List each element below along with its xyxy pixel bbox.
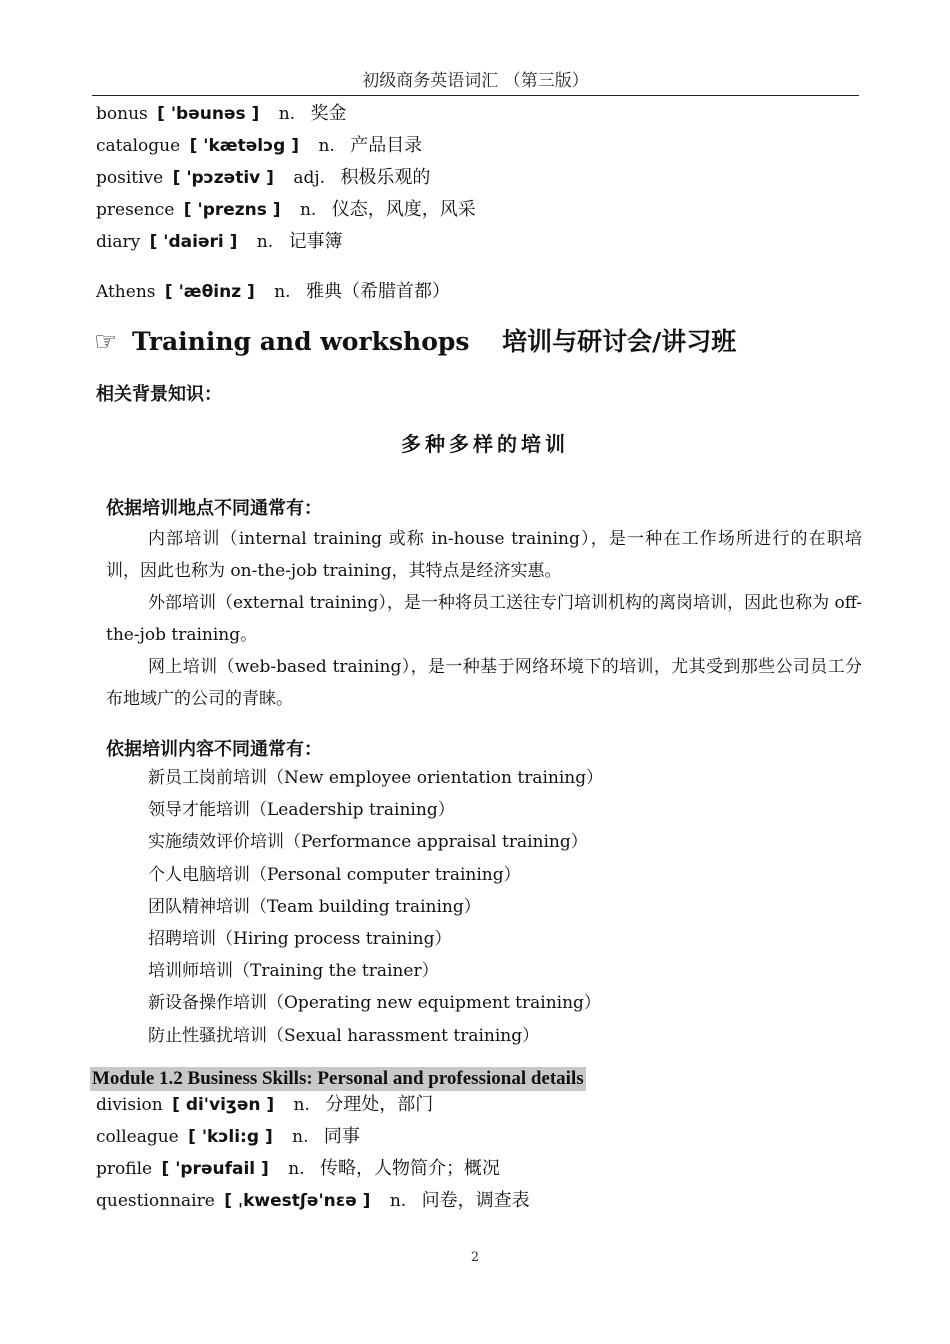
section-title-zh: 培训与研讨会/讲习班 xyxy=(502,327,737,356)
vocab-phonetic: [ 'prəufail ] xyxy=(161,1159,269,1179)
vocab-word: bonus xyxy=(96,104,148,124)
section-title-en: Training and workshops xyxy=(132,327,470,356)
vocab-phonetic: [ ˌkwestʃə'nεə ] xyxy=(224,1191,371,1211)
vocab-pos: n. xyxy=(292,1127,309,1147)
vocab-pos: n. xyxy=(299,200,317,220)
vocab-meaning: 同事 xyxy=(323,1126,360,1147)
vocab-phonetic: [ 'kætəlɔg ] xyxy=(189,136,300,156)
vocab-phonetic: [ 'prezns ] xyxy=(183,200,281,220)
list-item: 培训师培训（Training the trainer） xyxy=(148,961,439,982)
vocab-pos: adj. xyxy=(293,168,326,188)
vocab-entry xyxy=(96,1089,530,1121)
section-title xyxy=(94,322,736,358)
vocab-list-1 xyxy=(96,98,476,258)
vocab-word: catalogue xyxy=(96,136,181,156)
vocab-phonetic: [ 'daiəri ] xyxy=(149,232,238,252)
vocab-word: division xyxy=(96,1095,163,1115)
vocab-list-3 xyxy=(96,1089,530,1217)
vocab-meaning: 奖金 xyxy=(310,103,347,124)
vocab-entry xyxy=(96,226,476,258)
vocab-word: questionnaire xyxy=(96,1191,215,1211)
list-item: 招聘培训（Hiring process training） xyxy=(148,928,452,949)
page-number: 2 xyxy=(470,1250,480,1265)
vocab-pos: n. xyxy=(389,1191,407,1211)
list-item: 实施绩效评价培训（Performance appraisal training） xyxy=(148,832,588,853)
vocab-phonetic: [ 'pɔzətiv ] xyxy=(172,168,274,188)
list-item: 新员工岗前培训（New employee orientation training） xyxy=(148,768,604,788)
location-heading: 依据培训地点不同通常有： xyxy=(106,498,322,519)
training-type-list xyxy=(148,762,603,1052)
vocab-entry xyxy=(96,1185,530,1217)
vocab-entry xyxy=(96,162,476,194)
vocab-pos: n. xyxy=(288,1159,305,1179)
vocab-phonetic: [ di'viʒən ] xyxy=(172,1095,275,1115)
vocab-word: presence xyxy=(96,200,175,220)
paragraph-internal: 内部培训（internal training 或称 in-house training），是一种在工作场所进行的在职培训，因此也称为 on-the-job training，其特点是经济实惠。 xyxy=(106,529,862,581)
module-heading: Module 1.2 Business Skills: Personal and professional details xyxy=(92,1068,584,1089)
content-heading: 依据培训内容不同通常有： xyxy=(106,739,322,760)
vocab-pos: n. xyxy=(318,136,335,156)
vocab-meaning: 问卷，调查表 xyxy=(421,1190,530,1211)
subtitle: 多种多样的培训 xyxy=(401,432,569,456)
vocab-word: Athens xyxy=(96,282,156,302)
vocab-word: colleague xyxy=(96,1127,179,1147)
list-item: 新设备操作培训（Operating new equipment training） xyxy=(148,993,601,1014)
vocab-word: diary xyxy=(96,232,141,252)
list-item: 领导才能培训（Leadership training） xyxy=(148,800,455,821)
paragraph-web: 网上培训（web-based training），是一种基于网络环境下的培训，尤其受到那些公司员工分布地域广的公司的青睐。 xyxy=(106,657,862,709)
list-item: 个人电脑培训（Personal computer training） xyxy=(148,864,521,885)
vocab-entry xyxy=(96,1153,530,1185)
vocab-meaning: 记事簿 xyxy=(288,231,343,252)
vocab-meaning: 产品目录 xyxy=(350,135,423,156)
vocab-word: profile xyxy=(96,1159,153,1179)
vocab-word: positive xyxy=(96,168,164,188)
vocab-entry xyxy=(96,130,476,162)
running-header: 初级商务英语词汇 （第三版） xyxy=(92,66,859,96)
vocab-entry xyxy=(96,276,450,308)
vocab-entry xyxy=(96,194,476,226)
vocab-meaning: 传略，人物简介；概况 xyxy=(319,1158,500,1179)
vocab-meaning: 积极乐观的 xyxy=(340,167,431,188)
list-item: 防止性骚扰培训（Sexual harassment training） xyxy=(148,1025,540,1046)
vocab-phonetic: [ 'bəunəs ] xyxy=(157,104,260,124)
vocab-meaning: 雅典（希腊首都） xyxy=(305,281,450,302)
vocab-pos: n. xyxy=(256,232,274,252)
vocab-pos: n. xyxy=(278,104,296,124)
vocab-entry xyxy=(96,1121,530,1153)
pointing-hand-icon: ☞ xyxy=(94,327,118,357)
paragraph-external: 外部培训（external training），是一种将员工送往专门培训机构的离岗培训，因此也称为 off-the-job training。 xyxy=(106,593,862,645)
list-item: 团队精神培训（Team building training） xyxy=(148,896,481,917)
vocab-phonetic: [ 'æθinz ] xyxy=(164,282,255,302)
vocab-entry xyxy=(96,98,476,130)
vocab-meaning: 仪态，风度，风采 xyxy=(331,199,476,220)
vocab-pos: n. xyxy=(293,1095,310,1115)
vocab-pos: n. xyxy=(274,282,291,302)
vocab-phonetic: [ 'kɔli:g ] xyxy=(188,1127,273,1147)
vocab-meaning: 分理处，部门 xyxy=(325,1094,434,1115)
background-label: 相关背景知识： xyxy=(96,384,222,405)
vocab-list-2 xyxy=(96,276,450,308)
